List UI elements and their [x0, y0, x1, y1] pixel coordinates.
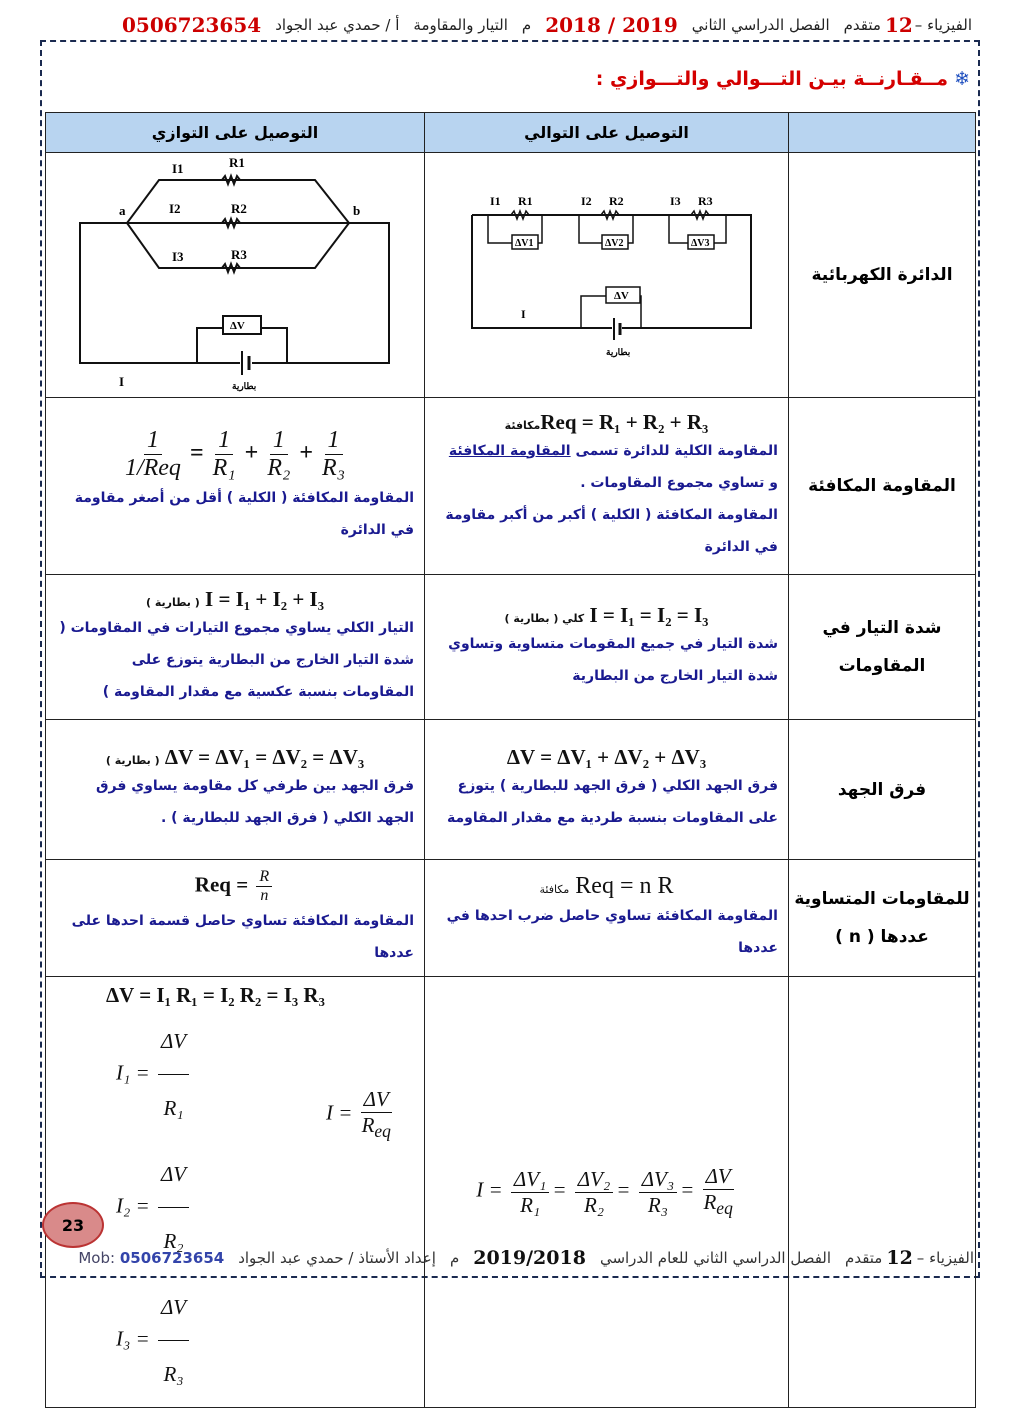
section-title: ❄مــقـارنــة بيـن التـــوالي والتـــوازي : [595, 68, 970, 90]
subject: الفيزياء – [914, 16, 972, 34]
label-I: I [520, 307, 526, 321]
label-dV2: ΔV2 [604, 238, 624, 249]
series-cell [425, 398, 789, 575]
term: الفصل الدراسي الثاني [691, 16, 830, 34]
label-R1: R1 [229, 155, 245, 170]
label-battery: بطارية [605, 347, 631, 357]
eq-note: مكافئة [539, 882, 570, 896]
row-label: فرق الجهد [788, 720, 975, 860]
parallel-cell [46, 860, 425, 977]
parallel-total-current-formula: I = $\frac{\Delta V}{R_{eq}}$ [326, 1087, 391, 1142]
text: شدة التيار في جميع المقومات متساوية وتساوي شدة التيار الخارج من البطارية [448, 635, 778, 684]
text: المقاومة المكافئة ( الكلية ) أقل من أصغر مقاومة في الدائرة [74, 489, 414, 538]
parallel-cell [46, 977, 425, 1408]
page-header [95, 10, 972, 40]
row-label: المقاومة المكافئة [788, 398, 975, 575]
parallel-cell [46, 720, 425, 860]
series-equal-equation: Req = n R [575, 872, 674, 899]
parallel-cell [46, 575, 425, 720]
eq-note: ( بطارية ) [105, 754, 160, 767]
eq-note: ( بطارية ) [145, 595, 200, 609]
mobile: Mob: 0506723654 [78, 1249, 225, 1267]
row-label: للمقاومات المتساوية عددها ( n ) [788, 860, 975, 977]
series-current-formula: I = $\frac{\text{ΔV₁}}{\text{R₁}}$ = $\frac{\text{ΔV₂}}{\text{R₂}}$ = $\frac{\text{ΔV₃}}{\text{R₃}}$ = $\frac{\Delta V}{R_{eq}}$ [476, 1164, 733, 1219]
label-R1: R1 [517, 194, 533, 208]
table-row [46, 575, 976, 720]
text: التيار الكلي يساوي مجموع التيارات في المقاومات ( شدة التيار الخارج من البطارية يتوزع على المقاومات بنسبة عكسية مع مقدار المقاومة ) [59, 619, 414, 700]
label-dV: ΔV [230, 320, 245, 332]
table-row [46, 860, 976, 977]
comparison-table [45, 112, 976, 1408]
header-label [788, 113, 975, 153]
subject: الفيزياء – [916, 1249, 974, 1267]
label-dV1: ΔV1 [514, 238, 534, 249]
label-I: I [119, 374, 125, 389]
text: فرق الجهد بين طرفي كل مقاومة يساوي فرق الجهد الكلي ( فرق الجهد للبطارية ) . [96, 778, 414, 826]
text: المقاومة المكافئة تساوي حاصل ضرب احدها في عددها [446, 907, 778, 956]
parallel-req-equation: $\frac{1}{\text{1/Req}}$ = $\frac{1}{\text{R₁}}$ + $\frac{1}{\text{R₂}}$ + $\frac{1}{\text{R₃}}$ [124, 426, 346, 481]
label-a: a [119, 203, 126, 218]
grade: متقدم [845, 1249, 883, 1267]
label-dV: ΔV [613, 290, 629, 302]
parallel-voltage-formula: ΔV = I₁ R₁ = I₂ R₂ = I₃ R₃ [106, 983, 325, 1007]
grade-number: 12 [886, 1247, 913, 1269]
series-voltage-equation: ΔV = ΔV₁ + ΔV₂ + ΔV₃ [506, 745, 707, 769]
text: و تساوي مجموع المقاومات . [580, 474, 778, 491]
parallel-circuit-diagram [47, 153, 424, 393]
label-battery: بطارية [232, 381, 257, 391]
parallel-current-formulas: I₁ = $\frac{\Delta V}{\text{R₁}}$ I₂ = $\frac{\Delta V}{\text{R₂}}$ I₃ = $\frac{\Delta V}{\text{R₃}}$ [46, 1008, 424, 1407]
text: فرق الجهد الكلي ( فرق الجهد للبطارية ) يتوزع على المقاومات بنسبة طردية مع مقدار المقاومة [447, 778, 778, 826]
grade-number: 12 [884, 13, 913, 37]
series-circuit [425, 153, 789, 398]
label-I2: I2 [580, 194, 592, 208]
term: الفصل الدراسي الثاني للعام الدراسي [599, 1249, 832, 1267]
label-R3: R3 [697, 194, 713, 208]
label-I3: I3 [669, 194, 681, 208]
text: المقاومة المكافئة ( الكلية ) أكبر من أكبر مقاومة في الدائرة [445, 506, 778, 555]
header-parallel: التوصيل على التوازي [46, 113, 425, 153]
row-label: الدائرة الكهربائية [788, 153, 975, 398]
parallel-cell [46, 398, 425, 575]
row-label: شدة التيار في المقاومات [788, 575, 975, 720]
label-dV3: ΔV3 [690, 238, 710, 249]
table-row [46, 398, 976, 575]
parallel-voltage-equation: ΔV = ΔV₁ = ΔV₂ = ΔV₃ [164, 745, 365, 769]
parallel-current-equation: I = I₁ + I₂ + I₃ [205, 586, 325, 611]
table-row [46, 977, 976, 1408]
series-current-equation: I = I₁ = I₂ = I₃ [589, 602, 709, 627]
teacher: أ / حمدي عبد الجواد [275, 16, 400, 34]
label-I1: I1 [489, 194, 501, 208]
table-row [46, 153, 976, 398]
phone: 0506723654 [122, 13, 262, 37]
year: 2019/2018 [473, 1247, 586, 1269]
parallel-equal-equation: Req = $\frac{R}{n}$ [46, 868, 424, 905]
header-series: التوصيل على التوالي [425, 113, 789, 153]
label-I2: I2 [169, 201, 181, 216]
page-number: 23 [42, 1202, 104, 1248]
label-b: b [353, 203, 361, 218]
topic: التيار والمقاومة [413, 16, 508, 34]
page-footer [80, 1247, 974, 1269]
table-row [46, 720, 976, 860]
underlined-term: المقاومة المكافئة [448, 442, 571, 459]
text: المقاومة الكلية للدائرة تسمى [575, 442, 778, 459]
label-I3: I3 [172, 249, 184, 264]
grade: متقدم [843, 16, 881, 34]
prepared-by: إعداد الأستاذ / حمدي عبد الجواد [238, 1249, 436, 1267]
series-cell [425, 860, 789, 977]
series-circuit-diagram [426, 153, 788, 393]
row-label [788, 977, 975, 1408]
series-cell [425, 720, 789, 860]
year-suffix: م [521, 16, 532, 34]
snowflake-icon: ❄ [954, 68, 970, 90]
eq-note: مكافئة [504, 418, 541, 432]
text: المقاومة المكافئة تساوي حاصل قسمة احدها على عددها [71, 912, 414, 961]
table-header [46, 113, 976, 153]
label-I1: I1 [172, 161, 184, 176]
series-req-equation: Req = R₁ + R₂ + R₃ [540, 409, 709, 434]
label-R2: R2 [608, 194, 624, 208]
eq-note: كلي ( بطارية ) [504, 611, 585, 625]
series-cell [425, 977, 789, 1408]
label-R2: R2 [231, 201, 247, 216]
series-cell [425, 575, 789, 720]
year: 2019 / 2018 [545, 13, 678, 37]
label-R3: R3 [231, 247, 247, 262]
parallel-circuit [46, 153, 425, 398]
year-suffix: م [449, 1249, 460, 1267]
